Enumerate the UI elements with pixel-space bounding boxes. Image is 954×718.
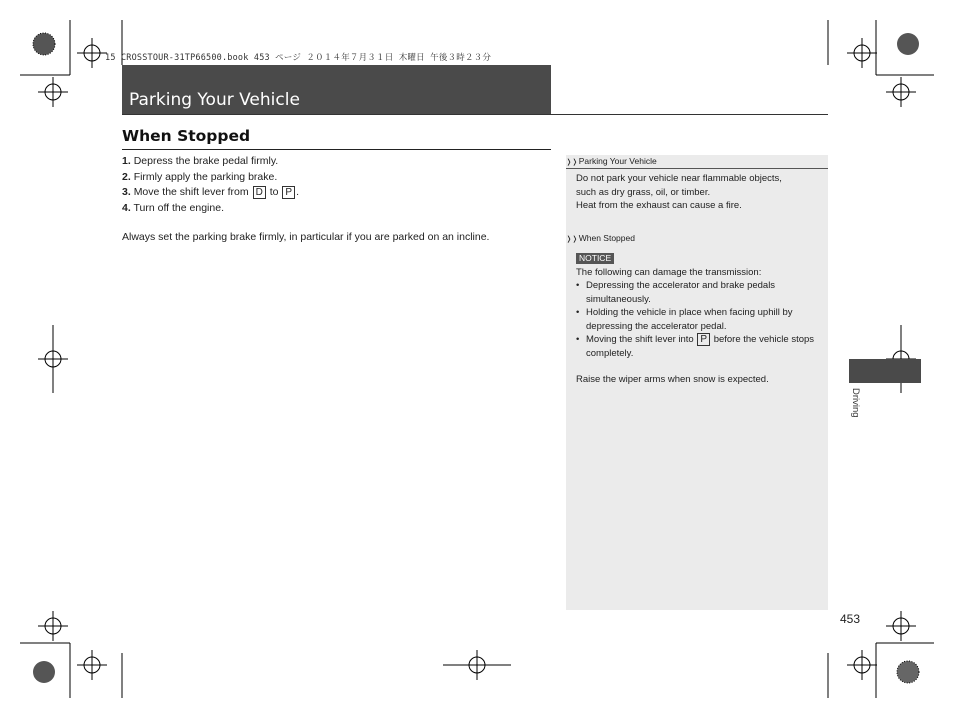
section-heading: When Stopped — [122, 127, 251, 145]
sidebar-block-parking — [576, 172, 821, 213]
page-title: Parking Your Vehicle — [129, 90, 300, 110]
step-number: 2. — [122, 170, 131, 183]
heading-divider — [122, 149, 551, 150]
sidebar-block-when-stopped — [576, 252, 821, 387]
step-text: to — [269, 186, 279, 198]
damage-list — [576, 279, 821, 360]
sidebar-divider — [566, 168, 828, 169]
sidebar-line: Do not park your vehicle near flammable objects, — [576, 173, 782, 184]
step-number: 3. — [122, 186, 131, 198]
chapter-tab-label: Driving — [850, 388, 861, 418]
step-item — [122, 201, 299, 217]
step-text: Depress the brake pedal firmly. — [133, 155, 279, 167]
list-item: • Holding the vehicle in place when facing uphill by depressing the accelerator pedal. — [576, 306, 821, 333]
steps-list — [122, 154, 299, 216]
gear-key-d: D — [253, 186, 266, 199]
step-number: 4. — [122, 201, 131, 214]
step-text: Move the shift lever from — [133, 186, 249, 198]
gear-key-p: P — [282, 186, 295, 199]
sidebar-notes — [566, 155, 828, 610]
sidebar-heading-parking — [566, 156, 657, 166]
sidebar-heading-when-stopped — [566, 233, 635, 243]
step-punctuation: . — [296, 186, 300, 198]
step-text: Firmly apply the parking brake. — [133, 170, 278, 183]
sidebar-heading-text: Parking Your Vehicle — [578, 156, 657, 166]
double-arrow-icon: ❭❭ — [566, 236, 578, 243]
sidebar-line: The following can damage the transmission: — [576, 266, 762, 278]
list-item: • Depressing the accelerator and brake pedals simultaneously. — [576, 279, 821, 306]
body-note: Always set the parking brake firmly, in particular if you are parked on an incline. — [122, 231, 490, 243]
notice-badge: NOTICE — [576, 253, 614, 264]
title-divider — [122, 114, 828, 115]
sidebar-line: such as dry grass, oil, or timber. — [576, 186, 711, 198]
sidebar-heading-text: When Stopped — [578, 233, 635, 243]
step-number: 1. — [122, 155, 131, 167]
list-item: • Moving the shift lever into P before the vehicle stops completely. — [576, 333, 821, 360]
title-bar — [122, 65, 551, 114]
step-text: Turn off the engine. — [133, 201, 224, 214]
sidebar-line: Heat from the exhaust can cause a fire. — [576, 200, 742, 211]
print-info: 15 CROSSTOUR-31TP66500.book 453 ページ ２０１４年７月３１日 木曜日 午後３時２３分 — [105, 53, 492, 63]
step-item — [122, 170, 299, 186]
page-number: 453 — [840, 612, 861, 626]
double-arrow-icon: ❭❭ — [566, 159, 578, 166]
step-item — [122, 185, 299, 201]
step-item — [122, 154, 299, 170]
gear-key-p: P — [697, 333, 710, 346]
sidebar-line: Raise the wiper arms when snow is expected. — [576, 374, 769, 385]
chapter-tab — [849, 359, 921, 383]
